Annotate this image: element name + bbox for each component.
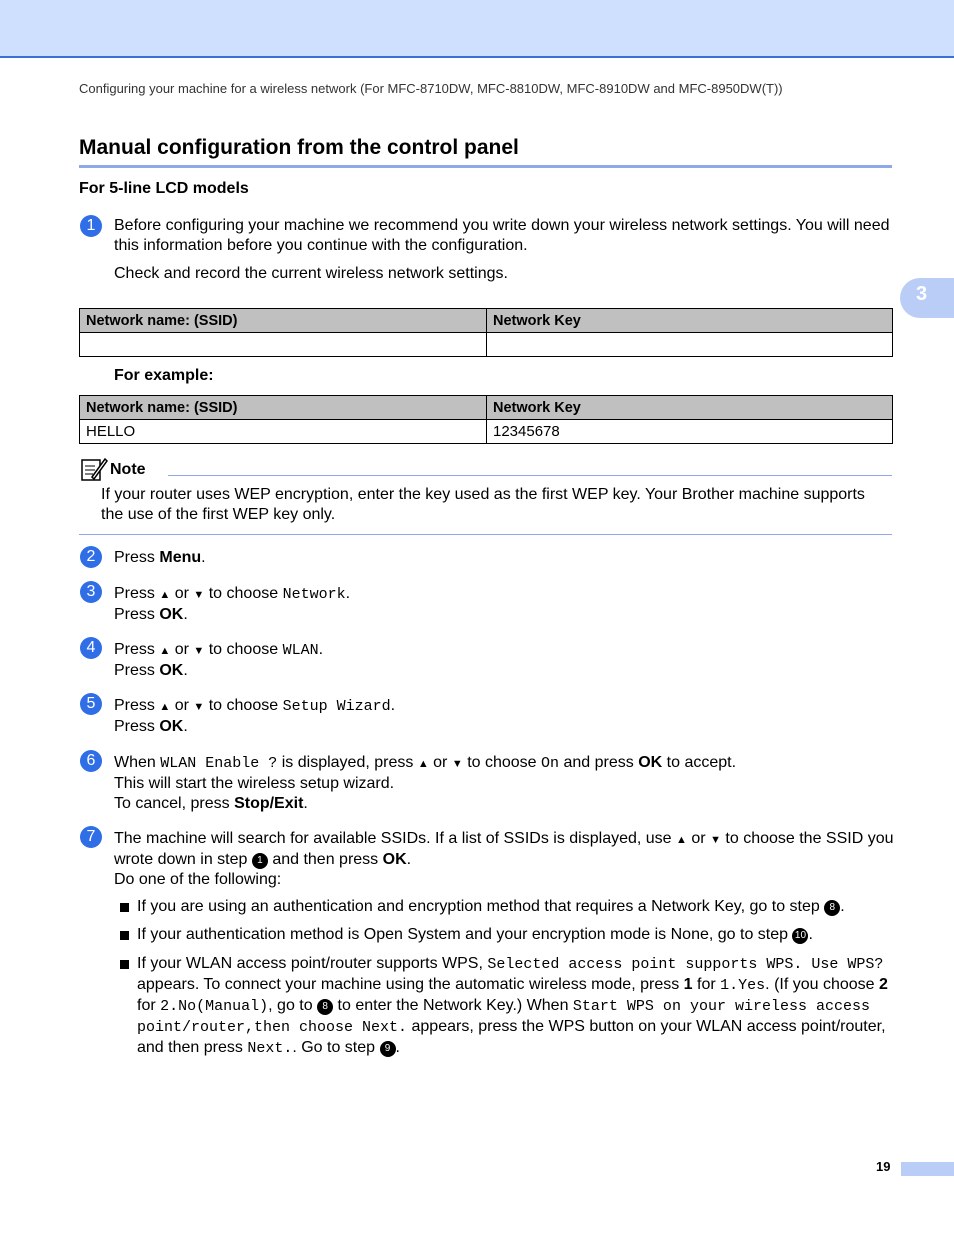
down-arrow-icon: ▼	[710, 834, 721, 846]
step-badge-1: 1	[80, 215, 102, 237]
table-header-cell: Network name: (SSID)	[80, 309, 487, 333]
title-rule	[79, 165, 892, 168]
example-table	[79, 395, 893, 444]
menu-key-label: Menu	[159, 549, 202, 566]
table-cell: 12345678	[487, 420, 893, 444]
note-label: Note	[110, 461, 146, 478]
step-4-text: Press ▲ or ▼ to choose WLAN. Press OK.	[114, 641, 324, 679]
table-cell: HELLO	[80, 420, 487, 444]
page-number: 19	[876, 1159, 891, 1174]
subheading: For 5-line LCD models	[79, 180, 249, 197]
chapter-number: 3	[916, 283, 928, 305]
bullet-square-icon	[120, 960, 129, 969]
step-badge-7: 7	[80, 826, 102, 848]
step-badge-2: 2	[80, 546, 102, 568]
bullet-item: If your authentication method is Open System and your encryption mode is None, go to step 10 .	[120, 925, 892, 945]
step-ref-1: 1	[252, 853, 268, 869]
table-header-row	[80, 396, 893, 420]
table-header-row	[80, 309, 893, 333]
table-header-cell: Network Key	[487, 309, 893, 333]
down-arrow-icon: ▼	[193, 645, 205, 657]
step-ref-8: 8	[317, 999, 333, 1015]
settings-record-table	[79, 308, 893, 357]
table-cell	[487, 333, 893, 357]
example-label: For example:	[114, 367, 214, 384]
bullet-item: If your WLAN access point/router supports WPS, Selected access point supports WPS. Use WPS? appears. To connect your machine using the automatic wireless mode, press 1 for 1.Yes. (If you choose 2 for 2.No(Manual), go to 8 to enter the Network Key.) When Start WPS on your wireless access point/router,then choose Next. appears, press the WPS button on your WLAN access point/router, and then press Next.. Go to step 9 .	[120, 954, 892, 1059]
step-ref-9: 9	[380, 1041, 396, 1057]
up-arrow-icon: ▲	[417, 758, 429, 770]
step-6-text: When WLAN Enable ? is displayed, press ▲ or ▼ to choose On and press OK to accept. This will start the wireless setup wizard. To cancel, press Stop/Exit.	[114, 754, 737, 812]
step-badge-4: 4	[80, 637, 102, 659]
step-3-text: Press ▲ or ▼ to choose Network. Press OK.	[114, 585, 351, 623]
bullet-square-icon	[120, 903, 129, 912]
step-ref-8: 8	[824, 900, 840, 916]
up-arrow-icon: ▲	[159, 589, 171, 601]
step-badge-6: 6	[80, 750, 102, 772]
note-pencil-icon	[80, 455, 108, 483]
table-cell	[80, 333, 487, 357]
up-arrow-icon: ▲	[159, 701, 171, 713]
bullet-square-icon	[120, 931, 129, 940]
table-header-cell: Network name: (SSID)	[80, 396, 487, 420]
step-1-text: Before configuring your machine we recommend you write down your wireless network settings. You will need this information before you continue with the configuration.	[114, 217, 890, 254]
table-header-cell: Network Key	[487, 396, 893, 420]
step-2-text: Press Menu.	[114, 549, 206, 566]
note-rule	[168, 475, 892, 476]
table-row	[80, 333, 893, 357]
note-rule	[79, 534, 892, 535]
header-band	[0, 0, 954, 58]
footer-bar	[901, 1162, 954, 1176]
step-badge-5: 5	[80, 693, 102, 715]
step-5-text: Press ▲ or ▼ to choose Setup Wizard. Press OK.	[114, 697, 396, 735]
down-arrow-icon: ▼	[451, 758, 463, 770]
step-1-check-text: Check and record the current wireless network settings.	[114, 265, 508, 282]
note-text: If your router uses WEP encryption, enter the key used as the first WEP key. Your Brother machine supports the use of the first WEP key only.	[101, 486, 865, 523]
up-arrow-icon: ▲	[676, 834, 687, 846]
up-arrow-icon: ▲	[159, 645, 171, 657]
step-7-text: The machine will search for available SSIDs. If a list of SSIDs is displayed, use ▲ or ▼ to choose the SSID you wrote down in step 1 and then press OK. Do one of the following:	[114, 830, 894, 888]
step-badge-3: 3	[80, 581, 102, 603]
section-title: Manual configuration from the control panel	[79, 136, 519, 159]
table-row	[80, 420, 893, 444]
stop-exit-key-label: Stop/Exit	[234, 795, 304, 812]
running-header: Configuring your machine for a wireless network (For MFC-8710DW, MFC-8810DW, MFC-8910DW and MFC-8950DW(T))	[79, 81, 783, 96]
bullet-item: If you are using an authentication and encryption method that requires a Network Key, go to step 8 .	[120, 897, 892, 917]
step-ref-10: 10	[792, 928, 808, 944]
down-arrow-icon: ▼	[193, 701, 205, 713]
down-arrow-icon: ▼	[193, 589, 205, 601]
